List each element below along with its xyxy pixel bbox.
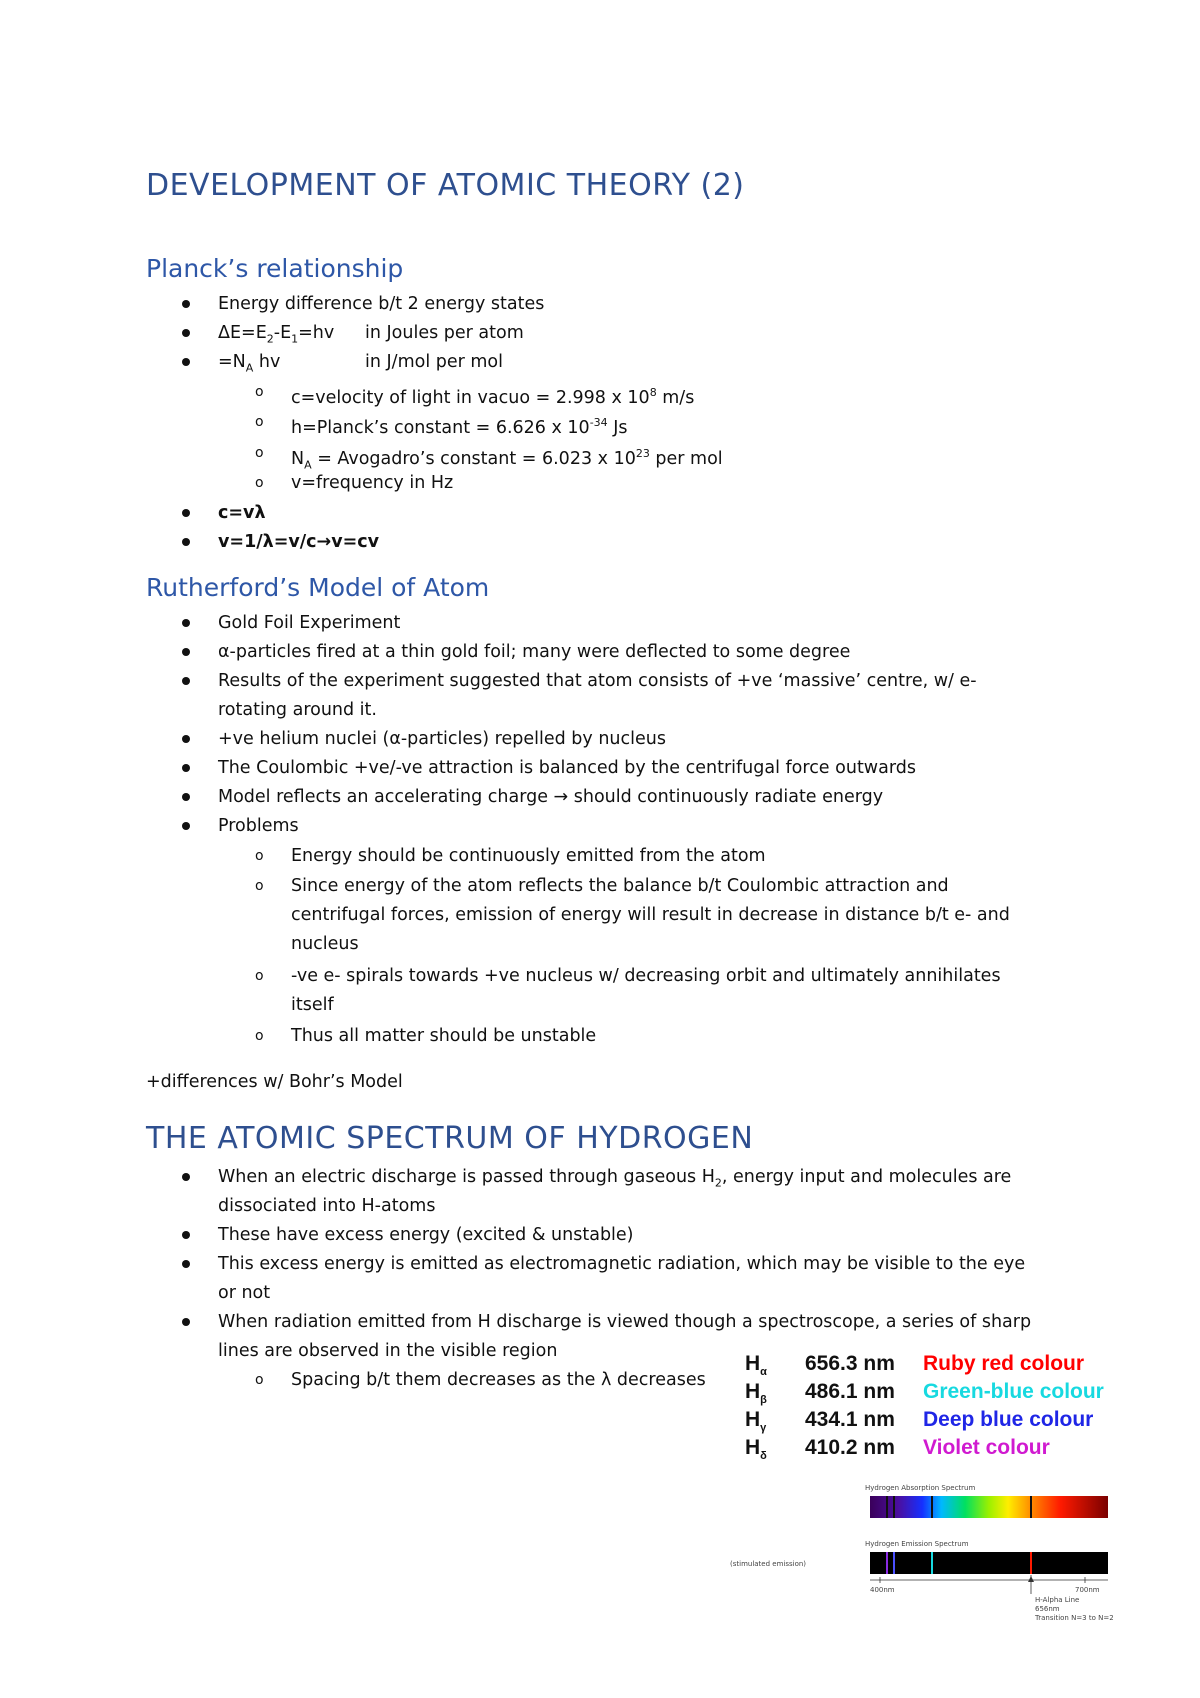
circle-bullet-icon: o [255, 384, 264, 400]
list-item: $=N_A$ hv in J/mol per mol [0, 348, 1200, 377]
bullet-icon [182, 1318, 190, 1326]
sub-list-item: o Spacing b/t them decreases as the λ decreases [0, 1366, 740, 1395]
sub-list-item: o v=frequency in Hz [0, 469, 1200, 498]
circle-bullet-icon: o [255, 1028, 264, 1044]
circle-bullet-icon: o [255, 1372, 264, 1388]
circle-bullet-icon: o [255, 445, 264, 461]
list-item: $\Delta E=E_2-E_1=hv$ in Joules per atom [0, 319, 1200, 348]
sub-list-item: o c=velocity of light in vacuo = 2.998 x $10^8$ m/s [0, 378, 1200, 407]
circle-bullet-icon: o [255, 475, 264, 491]
emission-band [870, 1552, 1108, 1574]
sub-list-item: o Thus all matter should be unstable [0, 1022, 1200, 1051]
list-item: c=vλ [0, 499, 1200, 528]
list-item: Energy difference b/t 2 energy states [0, 290, 1200, 319]
bullet-icon [182, 793, 190, 801]
absorption-line-beta [931, 1496, 933, 1518]
alpha-wavelength-label: 656nm [1035, 1605, 1060, 1613]
bullet-icon [182, 1173, 190, 1181]
absorption-line-alpha [1030, 1496, 1032, 1518]
bullet-icon [182, 300, 190, 308]
bullet-icon [182, 509, 190, 517]
sub-list-item: o Energy should be continuously emitted from the atom [0, 842, 1200, 871]
list-item: The Coulombic +ve/-ve attraction is balanced by the centrifugal force outwards [0, 754, 1200, 783]
list-item: α-particles fired at a thin gold foil; many were deflected to some degree [0, 638, 1200, 667]
page-title: DEVELOPMENT OF ATOMIC THEORY (2) [146, 168, 745, 203]
list-item: v=1/λ=v/c→v=cv [0, 528, 1200, 557]
section-heading-hydrogen: THE ATOMIC SPECTRUM OF HYDROGEN [146, 1121, 754, 1156]
list-item: These have excess energy (excited & unstable) [0, 1221, 1200, 1250]
bullet-icon [182, 1260, 190, 1268]
list-item: Model reflects an accelerating charge → should continuously radiate energy [0, 783, 1200, 812]
emission-spectrum-label: Hydrogen Emission Spectrum [865, 1540, 969, 1548]
bullet-icon [182, 735, 190, 743]
list-item: Gold Foil Experiment [0, 609, 1200, 638]
emission-line-gamma [893, 1552, 895, 1574]
document-page: DEVELOPMENT OF ATOMIC THEORY (2) Planck’s relationship Energy difference b/t 2 energy states $\Delta E=E_2-E_1=hv$ in Joules per atom $=N_A$ hv in J/mol per mol o c=velocity of light in vacuo = 2.998 x $10^8$ m/s o h=Planck’s constant = 6.626 x $10^{-34}$ Js o $N_A$ = Avogadro’s constant = 6.023 x $10^{23}$ per mol o v=frequency in Hz c=vλ v=1/λ=v/c→v=cv Rutherford’s Model of Atom Gold Foil Experiment α-particles fired at a thin gold foil; many were deflected to some degree Results of the experiment suggested that atom consists of +ve ‘massive’ centre, w/ e- rotating around it. +ve helium nuclei (α-particles) repelled by nucleus The Coulombic +ve/-ve attraction is balanced by the centrifugal force outwards Model reflects an accelerating charge → should continuously radiate energy Problems o Energy should be continuously emitted from the atom o Since energy of the atom reflects the balance b/t Coulombic attraction and centrifugal forces, emission of energy will result in decrease in distance b/t e- and nucleus o -ve e- spirals towards +ve nucleus w/ decreasing orbit and ultimately annihilates itself o Thus all matter should be unstable +differences w/ Bohr’s Model THE ATOMIC SPECTRUM OF HYDROGEN When an electric discharge is passed through gaseous $H_2$, energy input and molecules are dissociated into H-atoms These have excess energy (excited & unstable) This excess energy is emitted as electromagnetic radiation, which may be visible to the eye or not When radiation emitted from H discharge is viewed though a spectroscope, a series of sharp lines are observed in the visible region o Spacing b/t them decreases as the λ decreases $H_\alpha$ 656.3 nm Ruby red colour $H_\beta$ 486.1 nm Green-blue colour $H_\gamma$ 434.1 nm Deep blue colour $H_\delta$ 410.2 nm Violet colour Hydrogen Absorption Spectrum Hydrogen Emission Spectrum (stimulated emission) 400nm 700nm H-Alpha Line 656nm Transition N=3 to N=2 [0, 0, 1200, 1698]
emission-line-alpha [1030, 1552, 1032, 1574]
circle-bullet-icon: o [255, 878, 264, 894]
sub-list-item: o Since energy of the atom reflects the balance b/t Coulombic attraction and [0, 872, 1200, 901]
bullet-icon [182, 764, 190, 772]
hydrogen-spectrum-figure [730, 1480, 1130, 1680]
emission-side-label: (stimulated emission) [730, 1560, 807, 1568]
list-item-continuation: lines are observed in the visible region [218, 1341, 558, 1361]
bullet-icon [182, 648, 190, 656]
section-heading-planck: Planck’s relationship [146, 254, 404, 283]
bullet-icon [182, 677, 190, 685]
absorption-band [870, 1496, 1108, 1518]
list-item: When an electric discharge is passed through gaseous $H_2$, energy input and molecules are [0, 1163, 1200, 1192]
bullet-icon [182, 329, 190, 337]
sub-list-item: o -ve e- spirals towards +ve nucleus w/ decreasing orbit and ultimately annihilates [0, 962, 1200, 991]
sub-list-item-continuation: nucleus [291, 934, 359, 954]
list-item: This excess energy is emitted as electromagnetic radiation, which may be visible to the eye [0, 1250, 1200, 1279]
list-item: +ve helium nuclei (α-particles) repelled by nucleus [0, 725, 1200, 754]
alpha-arrow [1028, 1576, 1034, 1582]
alpha-transition-label: Transition N=3 to N=2 [1035, 1614, 1114, 1622]
emission-line-beta [931, 1552, 933, 1574]
list-item-continuation: dissociated into H-atoms [218, 1196, 436, 1216]
bullet-icon [182, 358, 190, 366]
list-item-continuation: or not [218, 1283, 271, 1303]
sub-list-item: o h=Planck’s constant = 6.626 x $10^{-34}$ Js [0, 408, 1200, 437]
absorption-spectrum-label: Hydrogen Absorption Spectrum [865, 1484, 976, 1492]
list-item-continuation: rotating around it. [218, 700, 377, 720]
sub-list-item-continuation: itself [291, 995, 334, 1015]
absorption-line-delta [886, 1496, 888, 1518]
emission-line-delta [886, 1552, 888, 1574]
bullet-icon [182, 619, 190, 627]
circle-bullet-icon: o [255, 414, 264, 430]
section-heading-rutherford: Rutherford’s Model of Atom [146, 573, 490, 602]
differences-note: +differences w/ Bohr’s Model [146, 1072, 403, 1092]
bullet-icon [182, 1231, 190, 1239]
absorption-line-gamma [893, 1496, 895, 1518]
list-item: Results of the experiment suggested that atom consists of +ve ‘massive’ centre, w/ e- [0, 667, 1200, 696]
bullet-icon [182, 822, 190, 830]
spectrum-graphic [730, 1480, 1130, 1680]
sub-list-item-continuation: centrifugal forces, emission of energy will result in decrease in distance b/t e- and [291, 905, 1010, 925]
circle-bullet-icon: o [255, 848, 264, 864]
list-item: When radiation emitted from H discharge is viewed though a spectroscope, a series of sharp [0, 1308, 1200, 1337]
right-tick-label: 700nm [1075, 1586, 1100, 1594]
sub-list-item: o $N_A$ = Avogadro’s constant = 6.023 x $10^{23}$ per mol [0, 439, 1200, 468]
left-tick-label: 400nm [870, 1586, 895, 1594]
bullet-icon [182, 538, 190, 546]
alpha-line-label: H-Alpha Line [1035, 1596, 1080, 1604]
list-item: Problems [0, 812, 1200, 841]
circle-bullet-icon: o [255, 968, 264, 984]
